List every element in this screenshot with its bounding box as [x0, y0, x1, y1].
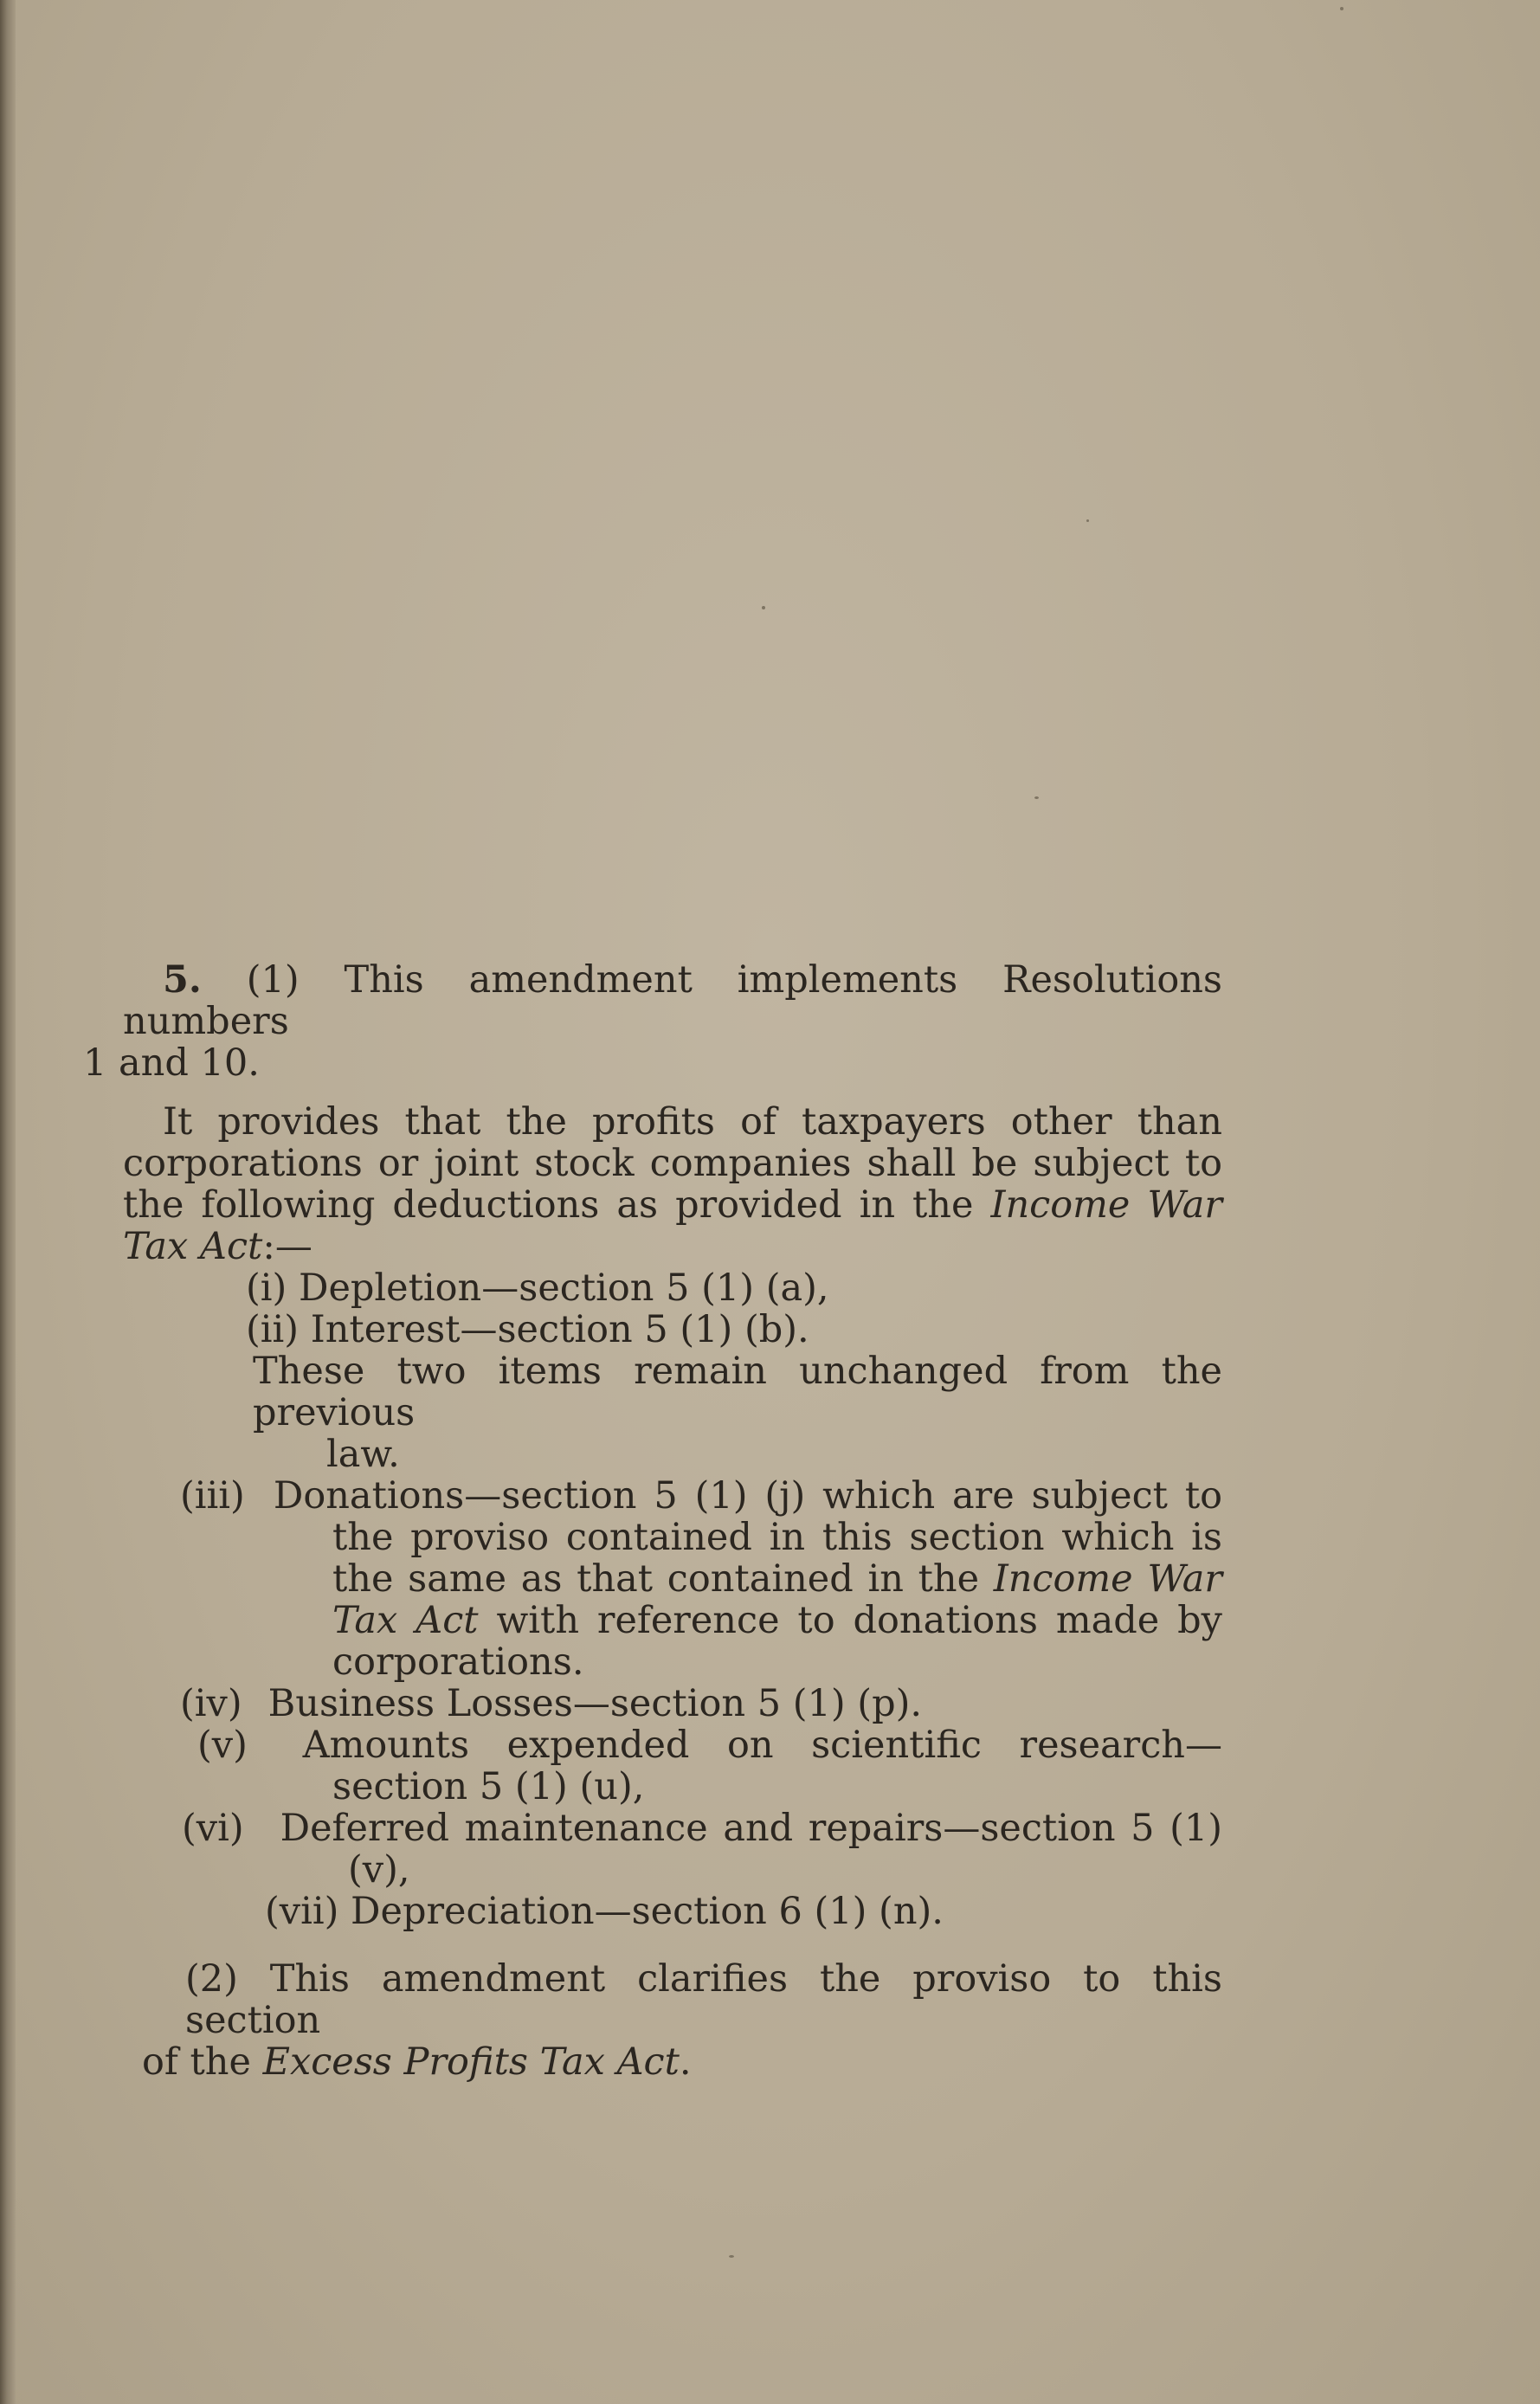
list-item-text: Amounts expended on scientific research—section 5 (1) (u),: [302, 1724, 1222, 1808]
act-name-income-war-tax: Income War Tax Act: [123, 1183, 1222, 1268]
list-item-number: (vii): [265, 1890, 339, 1933]
note-line-cont: [123, 1434, 1222, 1475]
paper-speck: [1034, 796, 1039, 799]
paper-speck: [729, 2255, 734, 2258]
act-name-excess-profits-tax: Excess Profits Tax Act: [262, 2040, 680, 2084]
paragraph-2: [123, 1101, 1222, 1267]
note-line: [123, 1350, 1222, 1434]
note-text: These two items remain unchanged from the previous: [253, 1350, 1222, 1434]
section-number: 5.: [163, 958, 202, 1002]
list-item-iv: (iv) Business Losses—section 5 (1) (p).: [180, 1682, 923, 1725]
paper-speck: [1086, 519, 1089, 522]
paper-speck: [762, 606, 765, 609]
list-item-i: [123, 1267, 1222, 1309]
list-item-vi: (vi) Deferred maintenance and repairs—section 5 (1) (v),: [182, 1807, 1222, 1892]
list-item-v: (v) Amounts expended on scientific research—section 5 (1) (u),: [197, 1724, 1222, 1808]
binding-edge: [0, 0, 16, 2404]
paragraph-2-suffix: :—: [262, 1225, 313, 1268]
note-text-cont: law.: [326, 1433, 400, 1476]
list-item-number: (ii): [246, 1308, 300, 1351]
paragraph-1-text-cont: 1 and 10.: [83, 1041, 260, 1085]
paragraph-1-text: (1) This amendment implements Resolutions numbers: [123, 958, 1222, 1043]
list-item-vii: [123, 1891, 1222, 1932]
paragraph-1: [83, 958, 1222, 1085]
list-item-text: Interest—section 5 (1) (b).: [310, 1308, 809, 1351]
list-item-number: (i): [246, 1266, 287, 1310]
paragraph-2-text: It provides that the profits of taxpayers other than corporations or joint stock companies shall be subject to the following deductions as provided in the: [123, 1100, 1222, 1227]
list-item-text: Business Losses—section 5 (1) (p).: [267, 1682, 923, 1725]
paragraph-3-text: (2) This amendment clarifies the proviso to this section: [185, 1957, 1222, 2042]
paper-speck: [1340, 7, 1343, 10]
paragraph-3: [123, 1958, 1222, 2083]
paragraph-3-text-cont: of the: [142, 2040, 263, 2084]
list-item-text: Deferred maintenance and repairs—section 5 (1) (v),: [280, 1807, 1222, 1892]
act-name-income-war-tax: Income War Tax Act: [332, 1557, 1222, 1642]
list-item-text: Depreciation—section 6 (1) (n).: [351, 1890, 944, 1933]
list-item-text-cont: with reference to donations made by corporations.: [332, 1599, 1222, 1684]
paragraph-3-suffix: .: [679, 2040, 692, 2084]
body-text: [83, 958, 1222, 2084]
list-item-ii: [123, 1309, 1222, 1350]
list-item-text: Donations—section 5 (1) (j) which are subject to the proviso contained in this section which is the same as that contained in the: [273, 1474, 1222, 1601]
list-item-text: Depletion—section 5 (1) (a),: [298, 1266, 829, 1310]
list-item-iii: (iii) Donations—section 5 (1) (j) which are subject to the proviso contained in this section which is the same as that contained in the Income War Tax Act with reference to donations made by corporations.: [180, 1474, 1222, 1684]
